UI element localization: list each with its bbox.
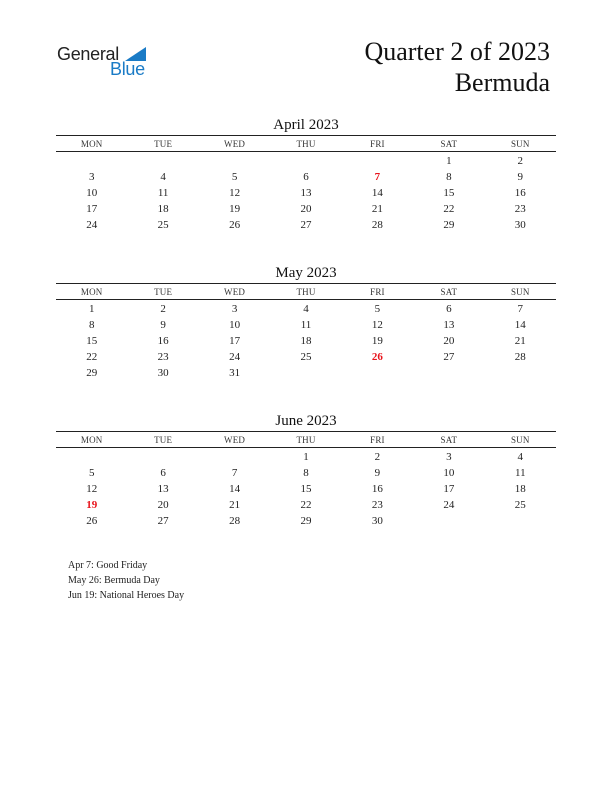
month-june	[56, 411, 556, 529]
day-cell: 18	[157, 203, 169, 215]
day-cell: 20	[157, 499, 169, 511]
month-title: April 2023	[273, 117, 339, 133]
holiday-note: May 26: Bermuda Day	[68, 575, 160, 586]
weekday-header: SUN	[510, 287, 530, 297]
day-cell: 27	[443, 351, 455, 363]
day-cell: 19	[371, 335, 383, 347]
day-cell: 11	[514, 467, 526, 479]
day-cell: 26	[86, 515, 98, 527]
page-title	[364, 36, 550, 98]
day-cell: 24	[86, 219, 98, 231]
day-cell: 7	[517, 303, 524, 315]
day-cell: 22	[300, 499, 312, 511]
weekday-header: TUE	[154, 287, 173, 297]
weekday-header: FRI	[370, 435, 385, 445]
day-cell: 30	[157, 367, 169, 379]
day-cell: 13	[157, 483, 169, 495]
weekday-header-row	[56, 284, 556, 299]
day-cell: 10	[86, 187, 98, 199]
weekday-header: THU	[296, 139, 316, 149]
day-cell: 24	[229, 351, 241, 363]
day-cell: 23	[157, 351, 169, 363]
day-cell: 29	[300, 515, 312, 527]
day-cell: 19	[229, 203, 241, 215]
empty-day-cell	[413, 365, 484, 381]
day-cell: 18	[514, 483, 526, 495]
day-cell: 20	[300, 203, 312, 215]
day-cell: 7	[231, 467, 238, 479]
day-cell: 11	[300, 319, 312, 331]
day-cell: 26	[229, 219, 241, 231]
day-cell: 20	[443, 335, 455, 347]
quarter-title: Quarter 2 of 2023	[364, 37, 550, 66]
weekday-header: MON	[80, 287, 103, 297]
empty-day-cell	[56, 449, 127, 465]
day-cell: 11	[157, 187, 169, 199]
day-cell: 31	[229, 367, 241, 379]
empty-day-cell	[485, 365, 556, 381]
day-cell: 17	[443, 483, 455, 495]
day-cell: 9	[160, 319, 166, 331]
day-cell: 1	[446, 155, 452, 167]
day-cell: 23	[371, 499, 383, 511]
weekday-header: THU	[296, 435, 316, 445]
empty-day-cell	[127, 153, 198, 169]
day-cell: 2	[160, 303, 166, 315]
day-cell: 5	[88, 467, 95, 479]
day-cell: 12	[229, 187, 241, 199]
day-cell: 12	[86, 483, 98, 495]
general-blue-logo	[57, 42, 157, 82]
day-cell: 5	[374, 303, 381, 315]
weekday-header: SAT	[440, 139, 458, 149]
day-cell: 29	[86, 367, 98, 379]
weekday-header: WED	[224, 287, 246, 297]
day-cell: 3	[88, 171, 95, 183]
day-cell: 2	[517, 155, 524, 167]
weekday-header-row	[56, 432, 556, 447]
day-cell: 30	[371, 515, 383, 527]
country-title: Bermuda	[454, 68, 550, 97]
day-cell: 29	[443, 219, 455, 231]
day-cell: 21	[229, 499, 241, 511]
day-cell: 15	[86, 335, 98, 347]
weekday-header: FRI	[370, 139, 385, 149]
weekday-header: THU	[296, 287, 316, 297]
day-cell: 8	[446, 171, 452, 183]
weekday-header: SUN	[510, 139, 530, 149]
weekday-header: WED	[224, 139, 246, 149]
day-cell: 2	[374, 451, 381, 463]
day-cell: 28	[371, 219, 383, 231]
day-cell: 1	[88, 303, 95, 315]
day-grid	[56, 152, 556, 233]
day-cell: 14	[514, 319, 526, 331]
day-cell: 18	[300, 335, 312, 347]
empty-day-cell	[342, 153, 413, 169]
day-cell: 1	[303, 451, 309, 463]
logo-word-general: General	[57, 44, 119, 64]
day-cell: 10	[443, 467, 455, 479]
day-cell: 3	[446, 451, 452, 463]
day-cell: 6	[446, 303, 452, 315]
day-cell: 30	[514, 219, 526, 231]
day-cell: 17	[86, 203, 98, 215]
day-cell: 25	[157, 219, 169, 231]
day-cell: 4	[160, 171, 166, 183]
day-cell: 17	[229, 335, 241, 347]
holiday-notes	[68, 558, 184, 603]
empty-day-cell	[199, 153, 270, 169]
logo-word-blue: Blue	[110, 59, 145, 79]
day-cell: 16	[371, 483, 383, 495]
day-cell: 13	[443, 319, 455, 331]
day-cell: 12	[371, 319, 383, 331]
day-cell: 5	[231, 171, 238, 183]
day-cell: 4	[517, 451, 524, 463]
weekday-header: SUN	[510, 435, 530, 445]
day-cell: 16	[157, 335, 169, 347]
day-cell: 4	[303, 303, 309, 315]
empty-day-cell	[485, 513, 556, 529]
weekday-header: SAT	[440, 287, 458, 297]
day-cell: 21	[514, 335, 526, 347]
day-cell: 14	[229, 483, 241, 495]
day-cell: 22	[86, 351, 98, 363]
day-cell: 15	[300, 483, 312, 495]
month-may	[56, 263, 556, 381]
day-cell: 27	[300, 219, 312, 231]
weekday-header: SAT	[440, 435, 458, 445]
day-cell: 25	[300, 351, 312, 363]
month-april	[56, 115, 556, 233]
day-cell: 8	[303, 467, 309, 479]
day-cell: 9	[517, 171, 524, 183]
day-cell: 10	[229, 319, 241, 331]
weekday-header: TUE	[154, 435, 173, 445]
day-cell: 9	[374, 467, 381, 479]
day-cell: 23	[514, 203, 526, 215]
weekday-header: MON	[80, 139, 103, 149]
empty-day-cell	[127, 449, 198, 465]
month-title: May 2023	[275, 265, 337, 281]
day-cell: 6	[160, 467, 166, 479]
empty-day-cell	[199, 449, 270, 465]
day-cell: 16	[514, 187, 526, 199]
empty-day-cell	[270, 153, 341, 169]
holiday-day-cell: 19	[86, 499, 98, 511]
day-cell: 28	[229, 515, 241, 527]
holiday-day-cell: 26	[371, 351, 383, 363]
day-cell: 24	[443, 499, 455, 511]
weekday-header: MON	[80, 435, 103, 445]
day-cell: 28	[514, 351, 526, 363]
day-cell: 22	[443, 203, 455, 215]
day-grid	[56, 300, 556, 381]
day-cell: 6	[303, 171, 309, 183]
holiday-day-cell: 7	[374, 171, 381, 183]
day-cell: 15	[443, 187, 455, 199]
weekday-header: WED	[224, 435, 246, 445]
empty-day-cell	[342, 365, 413, 381]
day-cell: 8	[88, 319, 95, 331]
month-title: June 2023	[275, 413, 337, 429]
empty-day-cell	[56, 153, 127, 169]
weekday-header: TUE	[154, 139, 173, 149]
holiday-note: Apr 7: Good Friday	[68, 560, 148, 571]
empty-day-cell	[413, 513, 484, 529]
weekday-header-row	[56, 136, 556, 151]
day-grid	[56, 448, 556, 529]
weekday-header: FRI	[370, 287, 385, 297]
day-cell: 21	[371, 203, 383, 215]
day-cell: 13	[300, 187, 312, 199]
day-cell: 3	[231, 303, 238, 315]
holiday-note: Jun 19: National Heroes Day	[68, 590, 185, 601]
day-cell: 25	[514, 499, 526, 511]
empty-day-cell	[270, 365, 341, 381]
day-cell: 27	[157, 515, 169, 527]
day-cell: 14	[371, 187, 383, 199]
